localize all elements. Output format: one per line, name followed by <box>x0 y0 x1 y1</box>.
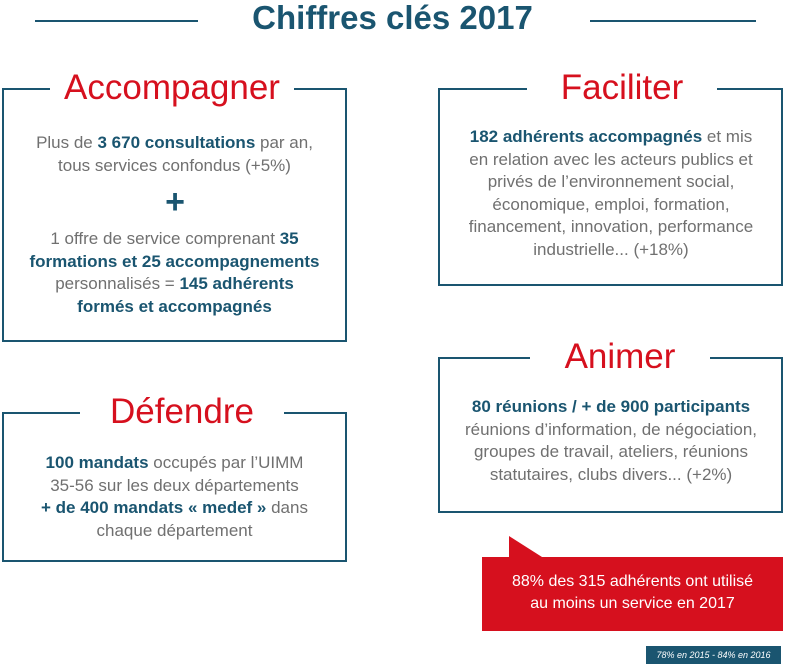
accompagner-text-1 <box>12 132 337 177</box>
reunions-figure: 80 réunions / + de 900 participants <box>471 397 751 416</box>
faciliter-text-5: financement, innovation, performance <box>468 217 754 236</box>
accompagner-text-2a: 1 offre de service comprenant <box>50 229 280 248</box>
defendre-text-3: dans <box>266 498 308 517</box>
accompagner-title: Accompagner <box>50 68 294 108</box>
adherents-figure-2: formés et accompagnés <box>77 296 272 316</box>
consultations-figure: 3 670 consultations <box>97 133 256 152</box>
callout-box <box>482 557 783 631</box>
animer-title: Animer <box>530 337 710 377</box>
defendre-text-1: occupés par l’UIMM <box>148 453 304 472</box>
animer-text-1: réunions d’information, de négociation, <box>464 419 758 439</box>
animer-text-2: groupes de travail, ateliers, réunions <box>473 442 749 461</box>
callout-text-1: 88% des 315 adhérents ont utilisé <box>511 573 754 590</box>
medef-mandats-figure: + de 400 mandats « medef » <box>41 498 267 517</box>
adherents-figure: 145 adhérents <box>179 274 294 293</box>
accompagner-text-1b: par an, <box>255 133 313 152</box>
accompagner-text-1c: tous services confondus (+5%) <box>58 155 291 175</box>
faciliter-title: Faciliter <box>527 68 717 108</box>
faciliter-text-3: privés de l’environnement social, <box>487 172 735 191</box>
formations-count: 35 <box>279 229 299 248</box>
callout-text-2: au moins un service en 2017 <box>530 595 735 612</box>
defendre-text-4: chaque département <box>96 520 253 540</box>
defendre-text-2: 35-56 sur les deux départements <box>50 475 299 495</box>
animer-text <box>446 396 776 486</box>
faciliter-text-2: en relation avec les acteurs publics et <box>469 149 753 169</box>
accompagner-text-1a: Plus de <box>36 133 98 152</box>
faciliter-text-1: et mis <box>702 127 753 146</box>
page-title: Chiffres clés 2017 <box>252 0 533 36</box>
defendre-text <box>12 452 337 542</box>
faciliter-figure: 182 adhérents accompagnés <box>469 127 703 146</box>
accompagner-text-2b: personnalisés = <box>55 274 180 293</box>
formations-figure: formations et 25 accompagnements <box>29 251 320 271</box>
animer-text-3: statutaires, clubs divers... (+2%) <box>489 464 733 484</box>
faciliter-text <box>446 126 776 261</box>
defendre-title: Défendre <box>80 392 284 432</box>
footnote-badge: 78% en 2015 - 84% en 2016 <box>646 646 781 664</box>
faciliter-text-6: industrielle... (+18%) <box>533 239 689 259</box>
faciliter-text-4: économique, emploi, formation, <box>492 194 730 214</box>
plus-sign: + <box>165 183 185 221</box>
mandats-figure: 100 mandats <box>45 453 149 472</box>
accompagner-text-2 <box>12 228 337 318</box>
title-rule-right <box>590 20 756 22</box>
